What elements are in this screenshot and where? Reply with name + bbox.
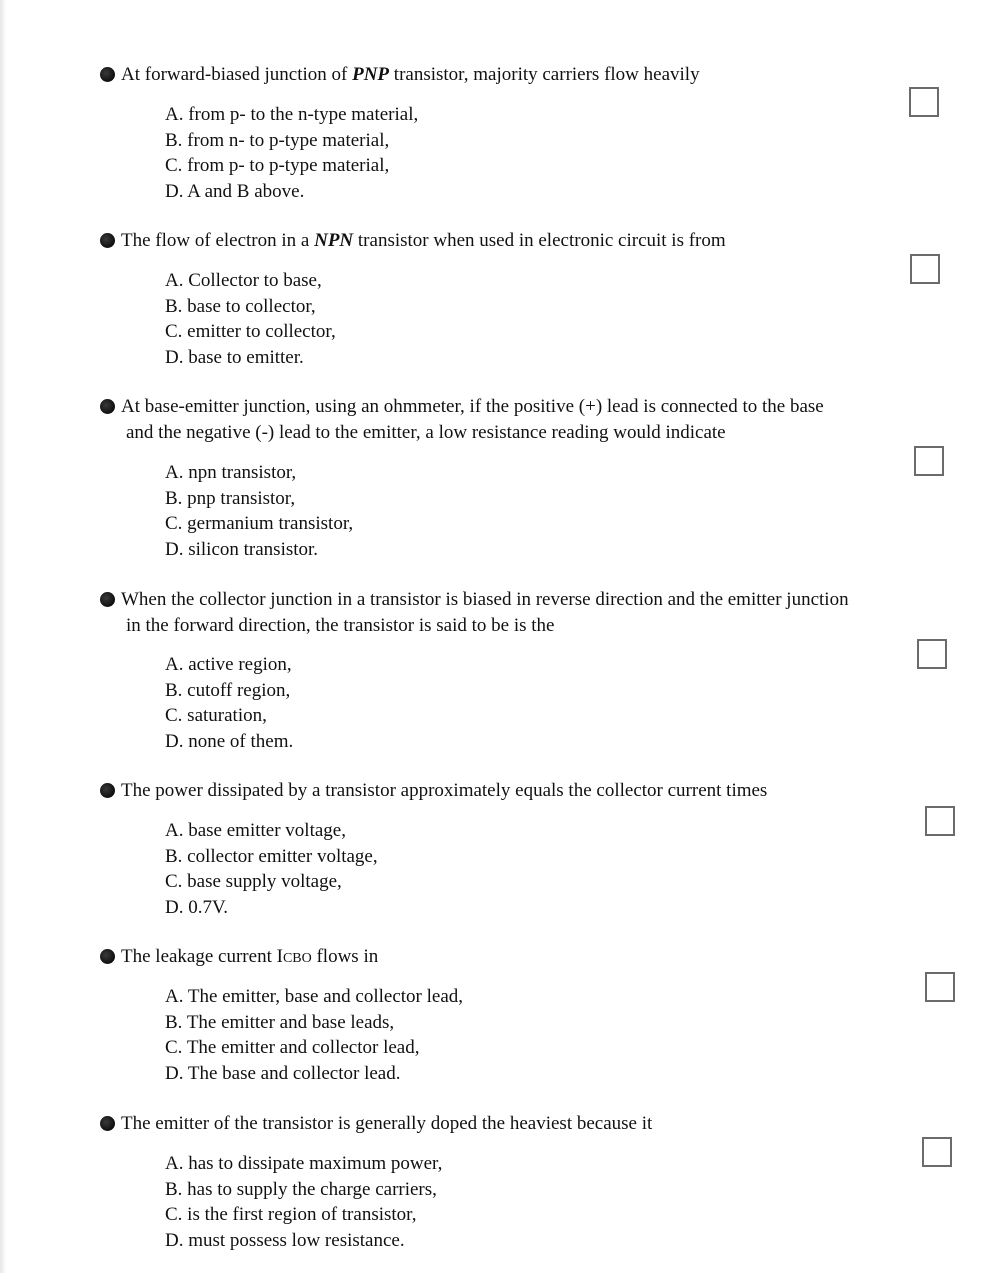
stem-subscript: CBO bbox=[282, 951, 312, 966]
option-c: C. saturation, bbox=[165, 705, 267, 726]
stem-emphasis: NPN bbox=[314, 230, 354, 251]
option-d: D. must possess low resistance. bbox=[165, 1229, 405, 1251]
option-b: B. cutoff region, bbox=[165, 679, 291, 701]
stem-text: and the negative (-) lead to the emitter, a low resistance reading would indicate bbox=[126, 422, 726, 443]
bullet-icon bbox=[100, 1116, 115, 1131]
stem-text: The leakage current I bbox=[121, 946, 283, 967]
option-list bbox=[165, 102, 418, 204]
answer-checkbox-1[interactable] bbox=[909, 87, 939, 117]
answer-checkbox-4[interactable] bbox=[917, 639, 947, 669]
bullet-icon bbox=[100, 783, 115, 798]
option-b: B. The emitter and base leads, bbox=[165, 1011, 395, 1033]
question-stem bbox=[100, 778, 970, 804]
answer-checkbox-3[interactable] bbox=[914, 446, 944, 476]
stem-text: transistor, majority carriers flow heavily bbox=[389, 64, 700, 85]
answer-checkbox-5[interactable] bbox=[925, 806, 955, 836]
option-list bbox=[165, 818, 378, 920]
option-d: D. none of them. bbox=[165, 730, 294, 752]
question-stem bbox=[100, 394, 970, 446]
stem-text: At forward-biased junction of bbox=[121, 64, 353, 85]
answer-checkbox-7[interactable] bbox=[922, 1137, 952, 1167]
option-c: C. is the first region of transistor, bbox=[165, 1204, 417, 1225]
bullet-icon bbox=[100, 67, 115, 82]
option-list bbox=[165, 1151, 442, 1253]
option-list bbox=[165, 268, 336, 370]
option-a: A. Collector to base, bbox=[165, 270, 322, 291]
stem-text: transistor when used in electronic circuit is from bbox=[353, 230, 726, 251]
option-b: B. collector emitter voltage, bbox=[165, 845, 378, 867]
option-d: D. A and B above. bbox=[165, 180, 305, 202]
option-a: A. from p- to the n-type material, bbox=[165, 104, 419, 125]
option-d: D. 0.7V. bbox=[165, 896, 228, 918]
option-list bbox=[165, 652, 293, 754]
stem-text: The power dissipated by a transistor approximately equals the collector current times bbox=[121, 780, 768, 801]
bullet-icon bbox=[100, 233, 115, 248]
option-d: D. The base and collector lead. bbox=[165, 1062, 401, 1084]
option-c: C. from p- to p-type material, bbox=[165, 155, 390, 176]
answer-checkbox-2[interactable] bbox=[910, 254, 940, 284]
stem-text: When the collector junction in a transistor is biased in reverse direction and the emitter junction bbox=[121, 589, 849, 610]
bullet-icon bbox=[100, 592, 115, 607]
stem-text: in the forward direction, the transistor is said to be is the bbox=[126, 615, 555, 636]
option-list bbox=[165, 460, 353, 562]
option-b: B. has to supply the charge carriers, bbox=[165, 1178, 437, 1200]
question-stem bbox=[100, 1111, 970, 1137]
option-b: B. pnp transistor, bbox=[165, 487, 296, 509]
option-b: B. base to collector, bbox=[165, 295, 316, 317]
option-c: C. base supply voltage, bbox=[165, 871, 342, 892]
option-a: A. The emitter, base and collector lead, bbox=[165, 986, 464, 1007]
stem-text: The flow of electron in a bbox=[121, 230, 315, 251]
option-d: D. silicon transistor. bbox=[165, 538, 319, 560]
stem-text: flows in bbox=[311, 946, 379, 967]
stem-emphasis: PNP bbox=[352, 64, 390, 85]
question-stem bbox=[100, 587, 980, 639]
bullet-icon bbox=[100, 399, 115, 414]
option-c: C. emitter to collector, bbox=[165, 321, 336, 342]
stem-text: At base-emitter junction, using an ohmmeter, if the positive (+) lead is connected to the base bbox=[121, 396, 824, 417]
page-edge-shadow bbox=[0, 0, 6, 1273]
option-d: D. base to emitter. bbox=[165, 346, 304, 368]
option-b: B. from n- to p-type material, bbox=[165, 129, 390, 151]
option-a: A. base emitter voltage, bbox=[165, 820, 346, 841]
option-a: A. has to dissipate maximum power, bbox=[165, 1153, 443, 1174]
option-list bbox=[165, 984, 463, 1086]
stem-text: The emitter of the transistor is generally doped the heaviest because it bbox=[121, 1113, 653, 1134]
option-c: C. The emitter and collector lead, bbox=[165, 1037, 420, 1058]
answer-checkbox-6[interactable] bbox=[925, 972, 955, 1002]
option-a: A. active region, bbox=[165, 654, 292, 675]
option-c: C. germanium transistor, bbox=[165, 513, 354, 534]
bullet-icon bbox=[100, 949, 115, 964]
question-stem bbox=[100, 62, 970, 88]
option-a: A. npn transistor, bbox=[165, 462, 297, 483]
question-stem bbox=[100, 944, 970, 972]
question-stem bbox=[100, 228, 970, 254]
